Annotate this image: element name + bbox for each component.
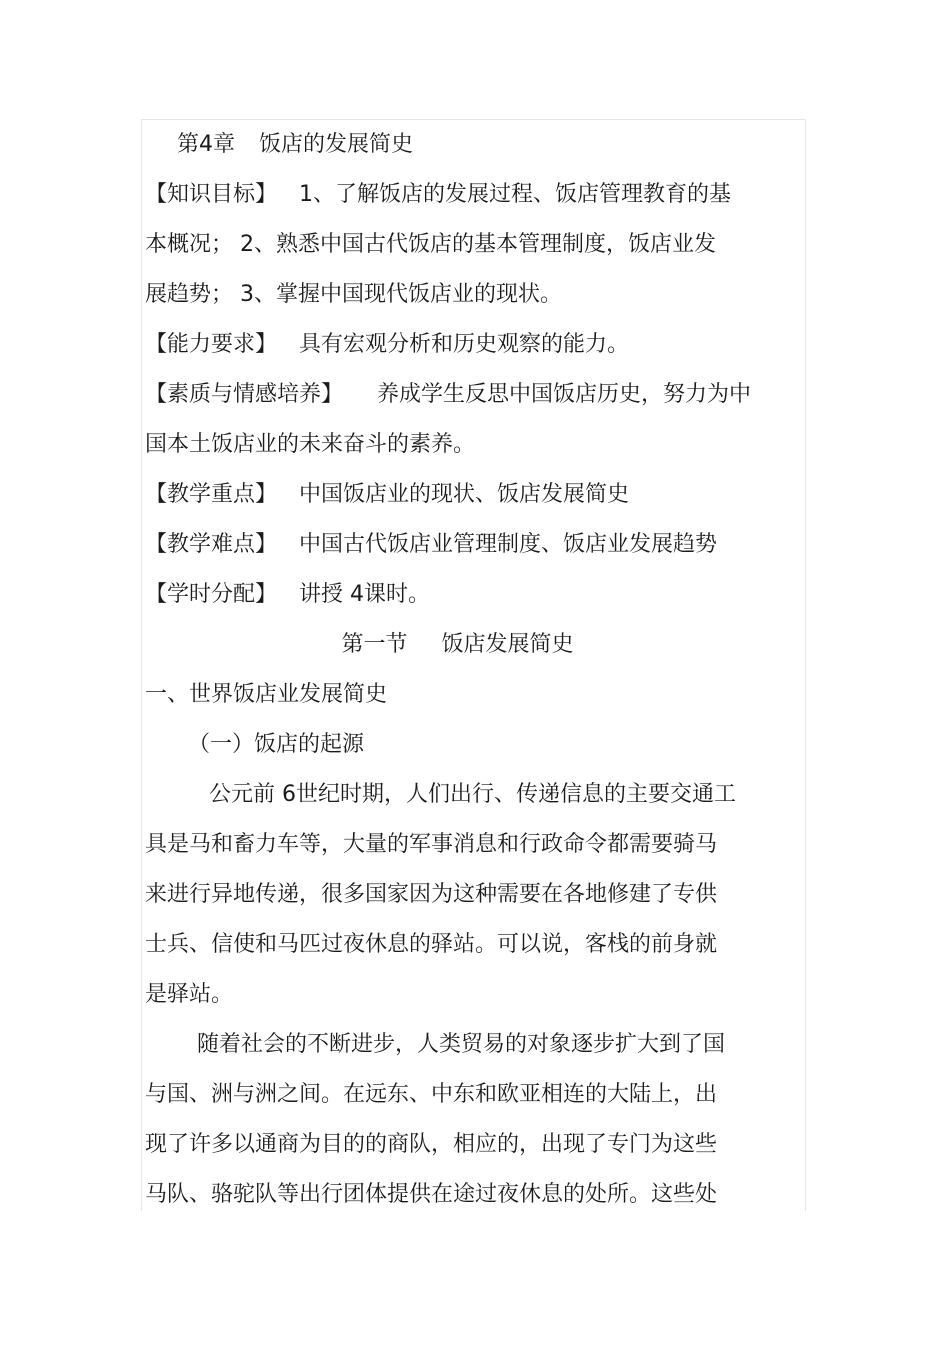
paragraph-2-line-1: 随着社会的不断进步，人类贸易的对象逐步扩大到了国	[197, 1032, 726, 1057]
quality-cultivation-label: 【素质与情感培养】	[145, 382, 344, 407]
knowledge-objectives-label: 【知识目标】	[145, 182, 278, 207]
section-title: 饭店发展简史	[441, 632, 574, 657]
chapter-number: 第4章	[177, 132, 235, 157]
chapter-heading	[145, 120, 770, 170]
heading-level-2: （一）饭店的起源	[188, 732, 365, 757]
teaching-key-points-label: 【教学重点】	[145, 482, 278, 507]
paragraph-2-line-4: 马队、骆驼队等出行团体提供在途过夜休息的处所。这些处	[145, 1182, 718, 1207]
teaching-difficulties	[145, 520, 770, 570]
knowledge-objectives-line-3: 展趋势； 3、掌握中国现代饭店业的现状。	[145, 282, 562, 307]
teaching-difficulties-label: 【教学难点】	[145, 532, 278, 557]
ability-requirements-label: 【能力要求】	[145, 332, 278, 357]
heading-level-1: 一、世界饭店业发展简史	[145, 682, 388, 707]
section-number: 第一节	[341, 632, 408, 657]
chapter-title: 饭店的发展简史	[259, 132, 414, 157]
knowledge-objectives-line-1	[145, 170, 770, 220]
teaching-key-points	[145, 470, 770, 520]
paragraph-2-line-2: 与国、洲与洲之间。在远东、中东和欧亚相连的大陆上，出	[145, 1082, 718, 1107]
teaching-difficulties-text: 中国古代饭店业管理制度、饭店业发展趋势	[299, 532, 718, 557]
class-hours	[145, 570, 770, 620]
class-hours-text: 讲授 4课时。	[299, 582, 431, 607]
knowledge-objectives-text: 1、了解饭店的发展过程、饭店管理教育的基	[299, 182, 732, 207]
paragraph-1-line-2: 具是马和畜力车等，大量的军事消息和行政命令都需要骑马	[145, 832, 718, 857]
quality-cultivation-line-1	[145, 370, 770, 420]
document-body	[145, 120, 770, 1220]
paragraph-1-line-4: 士兵、信使和马匹过夜休息的驿站。可以说，客栈的前身就	[145, 932, 718, 957]
quality-cultivation-line-2: 国本土饭店业的未来奋斗的素养。	[145, 432, 476, 457]
paragraph-1-line-1: 公元前 6世纪时期，人们出行、传递信息的主要交通工	[209, 782, 736, 807]
section-heading	[145, 620, 770, 670]
ability-requirements	[145, 320, 770, 370]
knowledge-objectives-line-2: 本概况； 2、熟悉中国古代饭店的基本管理制度，饭店业发	[145, 232, 716, 257]
paragraph-2-line-3: 现了许多以通商为目的的商队，相应的，出现了专门为这些	[145, 1132, 718, 1157]
paragraph-1-line-3: 来进行异地传递，很多国家因为这种需要在各地修建了专供	[145, 882, 718, 907]
class-hours-label: 【学时分配】	[145, 582, 278, 607]
ability-requirements-text: 具有宏观分析和历史观察的能力。	[299, 332, 630, 357]
teaching-key-points-text: 中国饭店业的现状、饭店发展简史	[299, 482, 630, 507]
paragraph-1-line-5: 是驿站。	[145, 982, 234, 1007]
quality-cultivation-text: 养成学生反思中国饭店历史，努力为中	[377, 382, 752, 407]
